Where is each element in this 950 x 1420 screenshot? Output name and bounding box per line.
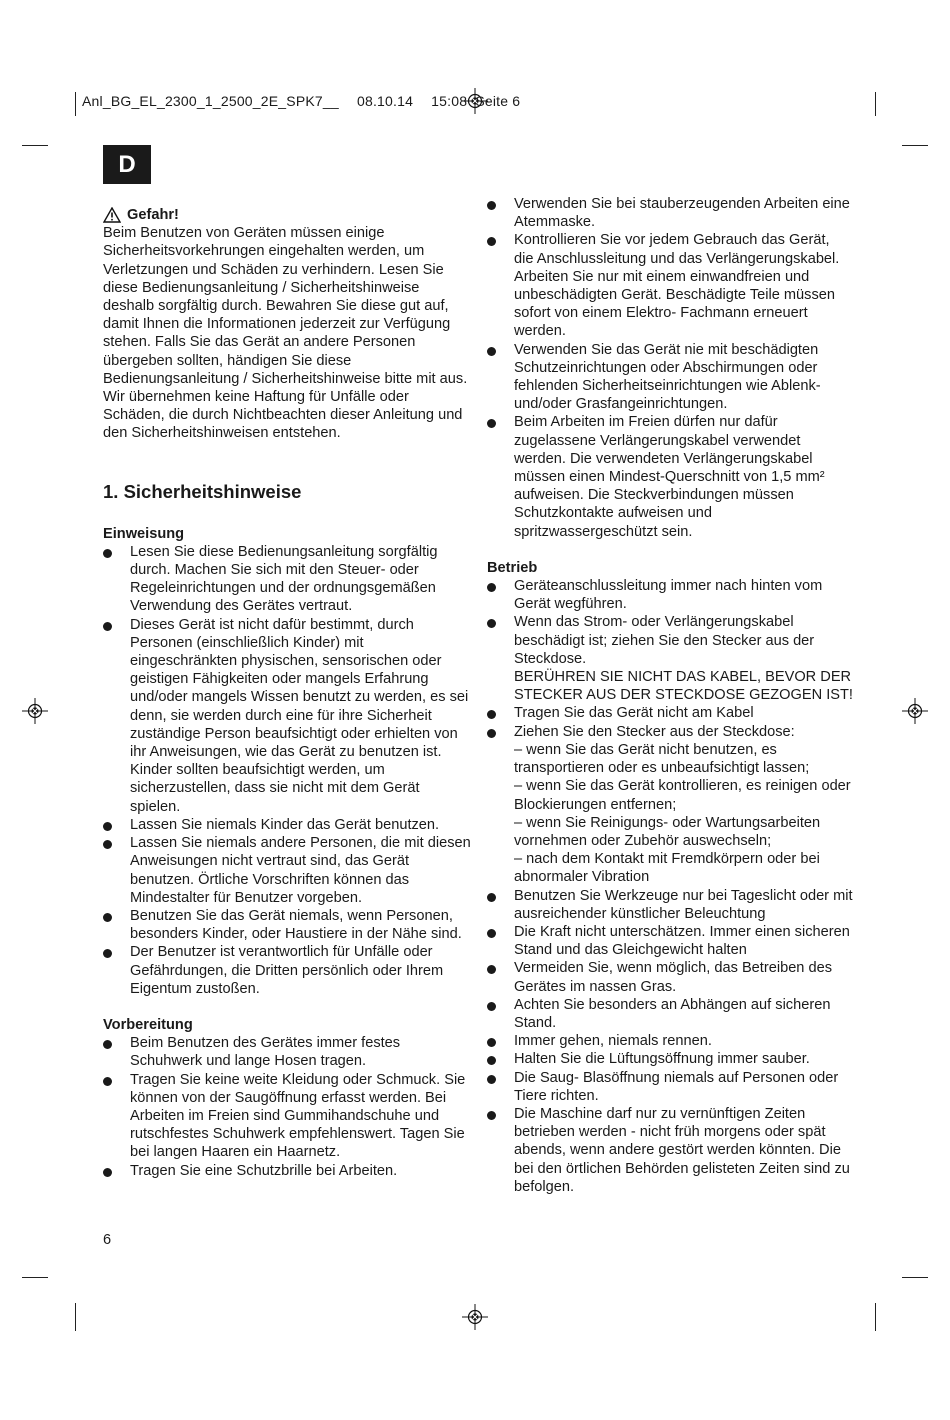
list-item: Beim Arbeiten im Freien dürfen nur dafür zugelassene Verlängerungskabel verwendet werden. Die verwendeten Verlängerungskabel müssen einen Mindest-Querschnitt von 1,5 mm² aufweisen. Die Steckverbindungen müssen Schutzkontakte aufweisen und spritzwassergeschützt sein. bbox=[487, 413, 853, 540]
betrieb-heading: Betrieb bbox=[487, 559, 538, 576]
einweisung-list bbox=[103, 543, 473, 998]
list-item-text: Wenn das Strom- oder Verlängerungskabel beschädigt ist; ziehen Sie den Stecker aus der Steckdose. bbox=[514, 614, 815, 667]
betrieb-list bbox=[487, 577, 853, 1196]
vorbereitung-list bbox=[103, 1034, 473, 1180]
list-item-text: Ziehen Sie den Stecker aus der Steckdose: bbox=[514, 723, 795, 740]
einweisung-heading: Einweisung bbox=[103, 525, 185, 542]
list-item: Lesen Sie diese Bedienungsanleitung sorgfältig durch. Machen Sie sich mit den Steuer- oder Regeleinrichtungen und der ordnungsgemäßen Verwendung des Gerätes vertraut. bbox=[103, 543, 473, 616]
spacer bbox=[103, 998, 473, 1016]
list-item: Tragen Sie keine weite Kleidung oder Schmuck. Sie können von der Saugöffnung erfasst werden. Bei Arbeiten im Freien sind Gummihandschuhe und rutschfestes Schuhwerk empfehlenswert. Tagen Sie bei langen Haaren ein Haarnetz. bbox=[103, 1071, 473, 1162]
unplug-case: – wenn Sie Reinigungs- oder Wartungsarbeiten vornehmen oder Zubehör auswechseln; bbox=[514, 814, 821, 849]
list-item: Benutzen Sie das Gerät niemals, wenn Personen, besonders Kinder, oder Haustiere in der Nähe sind. bbox=[103, 907, 473, 943]
list-item: Verwenden Sie das Gerät nie mit beschädigten Schutzeinrichtungen oder Abschirmungen oder fehlenden Sicherheitseinrichtungen wie Ablenk- und/oder Grasfangeinrichtungen. bbox=[487, 341, 853, 414]
list-item: Tragen Sie das Gerät nicht am Kabel bbox=[487, 704, 853, 722]
caps-warning: BERÜHREN SIE NICHT DAS KABEL, BEVOR DER STECKER AUS DER STECKDOSE GEZOGEN IST! bbox=[514, 669, 853, 704]
section-title: 1. Sicherheitshinweise bbox=[103, 480, 302, 502]
page-number: 6 bbox=[103, 1232, 112, 1248]
crop-mark bbox=[902, 145, 928, 146]
list-item: Die Maschine darf nur zu vernünftigen Zeiten betrieben werden - nicht früh morgens oder spät abends, wenn andere gestört werden könnten. Die bei den örtlichen Behörden gelisteten Zeiten sind zu befolgen. bbox=[487, 1105, 853, 1196]
unplug-case: – wenn Sie das Gerät nicht benutzen, es transportieren oder es unbeaufsichtigt lassen; bbox=[514, 741, 810, 777]
unplug-case: – nach dem Kontakt mit Fremdkörpern oder bei abnormaler Vibration bbox=[514, 851, 820, 886]
list-item bbox=[487, 613, 853, 704]
list-item: Lassen Sie niemals andere Personen, die mit diesen Anweisungen nicht vertraut sind, das Gerät benutzen. Örtliche Vorschriften können das Mindestalter für Benutzer vorgeben. bbox=[103, 834, 473, 907]
list-item: Benutzen Sie Werkzeuge nur bei Tageslicht oder mit ausreichender künstlicher Beleuchtung bbox=[487, 887, 853, 923]
vorbereitung-heading: Vorbereitung bbox=[103, 1016, 193, 1033]
registration-mark-icon bbox=[902, 698, 928, 724]
list-item: Vermeiden Sie, wenn möglich, das Betreiben des Gerätes im nassen Gras. bbox=[487, 959, 853, 995]
list-item: Geräteanschlussleitung immer nach hinten vom Gerät wegführen. bbox=[487, 577, 853, 613]
slug-filename: Anl_BG_EL_2300_1_2500_2E_SPK7__ bbox=[82, 93, 339, 109]
list-item: Tragen Sie eine Schutzbrille bei Arbeiten. bbox=[103, 1162, 473, 1180]
list-item: Der Benutzer ist verantwortlich für Unfälle oder Gefährdungen, die Dritten persönlich oder Ihrem Eigentum zustoßen. bbox=[103, 943, 473, 998]
list-item bbox=[487, 723, 853, 887]
list-item: Kontrollieren Sie vor jedem Gebrauch das Gerät, die Anschlussleitung und das Verlängerungskabel. Arbeiten Sie nur mit einem einwandfreien und unbeschädigten Gerät. Beschädigte Teile müssen sofort von einem Elektro- Fachmann erneuert werden. bbox=[487, 231, 853, 340]
slug-date: 08.10.14 bbox=[356, 93, 414, 109]
warning-triangle-icon bbox=[103, 207, 121, 223]
warning-heading bbox=[103, 206, 473, 224]
list-item: Lassen Sie niemals Kinder das Gerät benutzen. bbox=[103, 816, 473, 834]
slug-page: Seite 6 bbox=[475, 93, 521, 109]
list-item: Die Saug- Blasöffnung niemals auf Personen oder Tiere richten. bbox=[487, 1069, 853, 1105]
vorbereitung-continued-list bbox=[487, 195, 853, 541]
slug-time: 15:08 bbox=[431, 93, 468, 109]
spacer bbox=[487, 541, 853, 559]
registration-mark-icon bbox=[462, 1304, 488, 1330]
language-badge: D bbox=[103, 145, 151, 184]
left-column bbox=[103, 206, 473, 1180]
crop-mark bbox=[22, 1277, 48, 1278]
warning-title: Gefahr! bbox=[127, 207, 179, 223]
crop-mark bbox=[75, 1303, 76, 1331]
crop-mark bbox=[22, 145, 48, 146]
list-item: Die Kraft nicht unterschätzen. Immer einen sicheren Stand und das Gleichgewicht halten bbox=[487, 923, 853, 959]
list-item: Dieses Gerät ist nicht dafür bestimmt, durch Personen (einschließlich Kinder) mit eingeschränkten physischen, sensorischen oder geistigen Fähigkeiten oder mangels Erfahrung und/oder mangels Wissen benutzt zu werden, es sei denn, sie werden durch eine für ihre Sicherheit zuständige Person beaufsichtigt oder erhielten von ihr Anweisungen, wie das Gerät zu benutzen ist. Kinder sollten beaufsichtigt werden, um sicherzustellen, dass sie nicht mit dem Gerät spielen. bbox=[103, 616, 473, 816]
list-item: Achten Sie besonders an Abhängen auf sicheren Stand. bbox=[487, 996, 853, 1032]
unplug-case: – wenn Sie das Gerät kontrollieren, es reinigen oder Blockierungen entfernen; bbox=[514, 778, 851, 813]
crop-mark bbox=[902, 1277, 928, 1278]
list-item: Halten Sie die Lüftungsöffnung immer sauber. bbox=[487, 1050, 853, 1068]
right-column bbox=[487, 195, 853, 1196]
list-item: Beim Benutzen des Gerätes immer festes Schuhwerk und lange Hosen tragen. bbox=[103, 1034, 473, 1070]
list-item: Verwenden Sie bei stauberzeugenden Arbeiten eine Atemmaske. bbox=[487, 195, 853, 231]
print-slug bbox=[82, 93, 534, 109]
crop-mark bbox=[875, 92, 876, 116]
registration-mark-icon bbox=[22, 698, 48, 724]
list-item: Immer gehen, niemals rennen. bbox=[487, 1032, 853, 1050]
crop-mark bbox=[875, 1303, 876, 1331]
crop-mark bbox=[75, 92, 76, 116]
warning-text: Beim Benutzen von Geräten müssen einige Sicherheitsvorkehrungen eingehalten werden, um Verletzungen und Schäden zu verhindern. Lesen Sie diese Bedienungsanleitung / Sicherheitshinweise deshalb sorgfältig durch. Bewahren Sie diese gut auf, damit Ihnen die Informationen jederzeit zur Verfügung stehen. Falls Sie das Gerät an andere Personen übergeben sollten, händigen Sie diese Bedienungsanleitung / Sicherheitshinweise bitte mit aus. Wir übernehmen keine Haftung für Unfälle oder Schäden, die durch Nichtbeachten dieser Anleitung und den Sicherheitshinweisen entstehen. bbox=[103, 225, 468, 442]
